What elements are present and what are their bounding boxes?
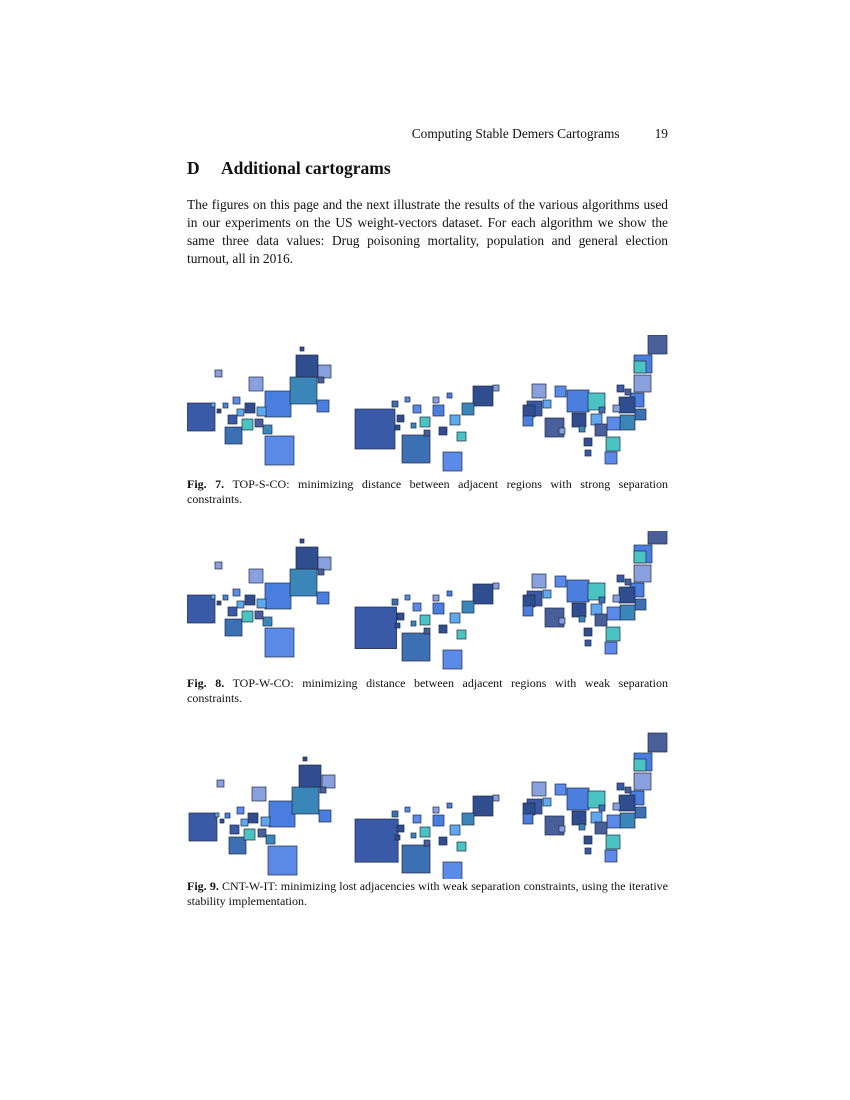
region-square	[635, 599, 646, 610]
region-square	[392, 811, 398, 817]
region-square	[269, 801, 295, 827]
region-square	[447, 803, 452, 808]
region-square	[617, 385, 624, 392]
region-square	[572, 811, 586, 825]
region-square	[595, 822, 607, 834]
region-square	[292, 787, 319, 814]
region-square	[559, 428, 565, 434]
region-square	[599, 805, 605, 811]
region-square	[599, 597, 605, 603]
region-square	[605, 850, 617, 862]
region-square	[433, 815, 444, 826]
region-square	[523, 803, 535, 815]
region-square	[242, 611, 253, 622]
region-square	[189, 813, 217, 841]
region-square	[567, 580, 589, 602]
region-square	[411, 423, 416, 428]
region-square	[567, 788, 589, 810]
region-square	[413, 603, 421, 611]
region-square	[397, 613, 404, 620]
region-square	[290, 377, 317, 404]
region-square	[607, 417, 620, 430]
section-title-text: Additional cartograms	[221, 158, 391, 178]
region-square	[634, 773, 651, 790]
region-square	[245, 595, 255, 605]
region-square	[439, 625, 447, 633]
region-square	[595, 614, 607, 626]
region-square	[605, 452, 617, 464]
region-square	[258, 829, 266, 837]
region-square	[433, 397, 439, 403]
region-square	[607, 607, 620, 620]
region-square	[595, 424, 607, 436]
region-square	[620, 415, 635, 430]
region-square	[447, 591, 452, 596]
region-square	[266, 835, 275, 844]
region-square	[255, 419, 263, 427]
region-square	[635, 807, 646, 818]
region-square	[424, 430, 430, 436]
region-square	[648, 335, 667, 354]
region-square	[585, 848, 591, 854]
region-square	[620, 813, 635, 828]
region-square	[265, 436, 294, 465]
figure-7-cartograms	[187, 335, 668, 477]
turnout-cartogram	[523, 335, 667, 464]
region-square	[420, 615, 430, 625]
figure-9	[187, 729, 668, 909]
region-square	[245, 403, 255, 413]
region-square	[420, 417, 430, 427]
region-square	[261, 817, 270, 826]
region-square	[617, 575, 624, 582]
region-square	[450, 825, 460, 835]
region-square	[244, 829, 255, 840]
region-square	[493, 385, 499, 391]
region-square	[265, 628, 294, 657]
drug-mortality-cartogram	[189, 757, 335, 875]
region-square	[473, 584, 493, 604]
region-square	[584, 836, 592, 844]
region-square	[215, 370, 222, 377]
region-square	[211, 403, 215, 407]
figure-7-caption-text: TOP-S-CO: minimizing distance between adjacent regions with strong separation constraints.	[187, 477, 668, 506]
section-title	[187, 158, 668, 179]
region-square	[355, 819, 398, 862]
turnout-cartogram	[523, 531, 667, 654]
region-square	[211, 595, 215, 599]
region-square	[443, 650, 462, 669]
region-square	[237, 409, 244, 416]
region-square	[318, 569, 324, 575]
region-square	[585, 450, 591, 456]
region-square	[555, 576, 566, 587]
region-square	[523, 595, 535, 607]
figure-8-cartograms	[187, 531, 668, 676]
region-square	[584, 438, 592, 446]
region-square	[532, 384, 546, 398]
region-square	[625, 389, 631, 395]
region-square	[405, 397, 410, 402]
region-square	[450, 613, 460, 623]
region-square	[322, 775, 335, 788]
region-square	[591, 812, 602, 823]
region-square	[320, 787, 326, 793]
region-square	[411, 833, 416, 838]
region-square	[473, 386, 493, 406]
region-square	[606, 437, 620, 451]
region-square	[413, 815, 421, 823]
region-square	[450, 415, 460, 425]
region-square	[613, 405, 620, 412]
region-square	[605, 642, 617, 654]
region-square	[462, 601, 474, 613]
region-square	[265, 391, 291, 417]
region-square	[303, 757, 307, 761]
region-square	[217, 409, 221, 413]
region-square	[648, 733, 667, 752]
region-square	[420, 827, 430, 837]
region-square	[634, 361, 646, 373]
region-square	[493, 583, 499, 589]
region-square	[559, 618, 565, 624]
region-square	[405, 807, 410, 812]
region-square	[257, 599, 266, 608]
region-square	[296, 355, 318, 377]
region-square	[217, 780, 224, 787]
region-square	[411, 621, 416, 626]
region-square	[523, 405, 535, 417]
region-square	[443, 862, 462, 879]
region-square	[355, 409, 395, 449]
region-square	[555, 386, 566, 397]
region-square	[462, 813, 474, 825]
region-square	[318, 377, 324, 383]
population-cartogram	[355, 385, 499, 471]
region-square	[634, 551, 646, 563]
region-square	[619, 397, 635, 413]
region-square	[263, 617, 272, 626]
figure-7	[187, 335, 668, 507]
region-square	[523, 416, 533, 426]
region-square	[402, 435, 430, 463]
region-square	[249, 377, 263, 391]
region-square	[392, 599, 398, 605]
region-square	[318, 557, 331, 570]
region-square	[567, 390, 589, 412]
region-square	[228, 415, 237, 424]
region-square	[620, 605, 635, 620]
figure-9-cartograms	[187, 729, 668, 879]
intro-paragraph: The figures on this page and the next illustrate the results of the various algorithms used in our experiments on the US weight-vectors dataset. For each algorithm we show the same three data values: Drug poisoning mortality, population and general election turnout, all in 2016.	[187, 197, 668, 266]
region-square	[257, 407, 266, 416]
region-square	[252, 787, 266, 801]
region-square	[317, 400, 329, 412]
figure-8-label: Fig. 8.	[187, 676, 225, 690]
region-square	[606, 627, 620, 641]
region-square	[555, 784, 566, 795]
region-square	[625, 579, 631, 585]
region-square	[223, 595, 228, 600]
region-square	[225, 427, 242, 444]
region-square	[606, 835, 620, 849]
region-square	[648, 531, 667, 544]
region-square	[584, 628, 592, 636]
figure-7-caption	[187, 477, 668, 507]
region-square	[233, 589, 240, 596]
region-square	[237, 601, 244, 608]
region-square	[229, 837, 246, 854]
region-square	[457, 432, 466, 441]
page-number: 19	[654, 126, 668, 141]
region-square	[559, 826, 565, 832]
region-square	[457, 630, 466, 639]
region-square	[228, 607, 237, 616]
running-title: Computing Stable Demers Cartograms	[411, 126, 620, 141]
region-square	[268, 846, 297, 875]
region-square	[318, 365, 331, 378]
region-square	[299, 765, 321, 787]
region-square	[457, 842, 466, 851]
figure-9-caption	[187, 879, 668, 909]
region-square	[447, 393, 452, 398]
region-square	[263, 425, 272, 434]
region-square	[433, 603, 444, 614]
running-head	[187, 126, 668, 142]
region-square	[215, 813, 219, 817]
region-square	[599, 407, 605, 413]
region-square	[591, 604, 602, 615]
region-square	[233, 397, 240, 404]
figure-9-label: Fig. 9.	[187, 879, 219, 893]
region-square	[617, 783, 624, 790]
region-square	[619, 795, 635, 811]
region-square	[402, 633, 430, 661]
region-square	[439, 427, 447, 435]
region-square	[241, 819, 248, 826]
region-square	[579, 616, 585, 622]
region-square	[543, 590, 551, 598]
region-square	[634, 759, 646, 771]
figure-8-caption-text: TOP-W-CO: minimizing distance between adjacent regions with weak separation constraints.	[187, 676, 668, 705]
section-number: D	[187, 158, 200, 178]
region-square	[255, 611, 263, 619]
region-square	[579, 426, 585, 432]
region-square	[625, 787, 631, 793]
figure-7-label: Fig. 7.	[187, 477, 225, 491]
region-square	[355, 607, 397, 649]
drug-mortality-cartogram	[187, 539, 331, 657]
region-square	[424, 628, 430, 634]
region-square	[290, 569, 317, 596]
region-square	[395, 425, 400, 430]
region-square	[317, 592, 329, 604]
population-cartogram	[355, 583, 499, 669]
region-square	[397, 825, 404, 832]
region-square	[443, 452, 462, 471]
region-square	[433, 405, 444, 416]
region-square	[397, 415, 404, 422]
figure-9-caption-text: CNT-W-IT: minimizing lost adjacencies with weak separation constraints, using the iterative stability implementation.	[187, 879, 669, 908]
region-square	[300, 539, 304, 543]
region-square	[585, 640, 591, 646]
region-square	[607, 815, 620, 828]
region-square	[249, 569, 263, 583]
turnout-cartogram	[523, 733, 667, 862]
region-square	[300, 347, 304, 351]
region-square	[619, 587, 635, 603]
region-square	[395, 623, 400, 628]
region-square	[543, 798, 551, 806]
region-square	[215, 562, 222, 569]
region-square	[392, 401, 398, 407]
population-cartogram	[355, 795, 499, 879]
region-square	[248, 813, 258, 823]
region-square	[532, 574, 546, 588]
region-square	[225, 619, 242, 636]
region-square	[634, 375, 651, 392]
region-square	[523, 606, 533, 616]
region-square	[613, 803, 620, 810]
region-square	[223, 403, 228, 408]
drug-mortality-cartogram	[187, 347, 331, 465]
region-square	[424, 840, 430, 846]
region-square	[405, 595, 410, 600]
region-square	[473, 796, 493, 816]
region-square	[237, 807, 244, 814]
region-square	[572, 603, 586, 617]
region-square	[462, 403, 474, 415]
region-square	[217, 601, 221, 605]
region-square	[433, 807, 439, 813]
region-square	[613, 595, 620, 602]
region-square	[220, 819, 224, 823]
region-square	[635, 409, 646, 420]
region-square	[433, 595, 439, 601]
region-square	[579, 824, 585, 830]
region-square	[572, 413, 586, 427]
figure-8-caption	[187, 676, 668, 706]
region-square	[319, 810, 331, 822]
region-square	[265, 583, 291, 609]
region-square	[439, 837, 447, 845]
region-square	[395, 835, 400, 840]
region-square	[230, 825, 239, 834]
region-square	[523, 814, 533, 824]
region-square	[493, 795, 499, 801]
region-square	[413, 405, 421, 413]
region-square	[634, 565, 651, 582]
region-square	[242, 419, 253, 430]
region-square	[543, 400, 551, 408]
region-square	[296, 547, 318, 569]
region-square	[225, 813, 230, 818]
region-square	[532, 782, 546, 796]
region-square	[402, 845, 430, 873]
figure-8	[187, 531, 668, 706]
region-square	[591, 414, 602, 425]
